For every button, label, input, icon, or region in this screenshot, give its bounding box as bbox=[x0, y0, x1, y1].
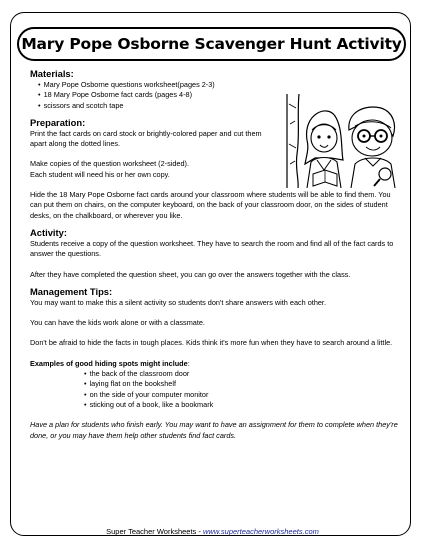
hiding-spots-list bbox=[30, 369, 402, 410]
materials-list bbox=[30, 80, 402, 111]
page-title: Mary Pope Osborne Scavenger Hunt Activity bbox=[21, 35, 402, 53]
hiding-spots-heading bbox=[30, 359, 402, 369]
title-banner bbox=[17, 27, 406, 61]
list-item: • 18 Mary Pope Osborne fact cards (pages 4-8) bbox=[38, 90, 402, 100]
preparation-paragraph: Each student will need his or her own copy. bbox=[30, 169, 170, 179]
list-item: • sticking out of a book, like a bookmark bbox=[84, 400, 402, 410]
list-item: • scissors and scotch tape bbox=[38, 101, 402, 111]
activity-heading: Activity: bbox=[30, 226, 67, 238]
activity-paragraph: Students receive a copy of the question worksheet. They have to search the room and find all of the fact cards to answer the questions. bbox=[30, 238, 394, 259]
activity-paragraph: After they have completed the question sheet, you can go over the answers together with the class. bbox=[30, 269, 351, 279]
list-item: • laying flat on the bookshelf bbox=[84, 379, 402, 389]
management-tips-heading: Management Tips: bbox=[30, 285, 113, 297]
footer-label: Super Teacher Worksheets - bbox=[106, 527, 203, 536]
closing-paragraph: Have a plan for students who finish early. You may want to have an assignment for them to complete when they're done, or you may have them help other students find fact cards. bbox=[30, 420, 398, 440]
preparation-paragraph: Make copies of the question worksheet (2-sided). bbox=[30, 159, 189, 169]
list-item: • on the side of your computer monitor bbox=[84, 390, 402, 400]
list-item: • Mary Pope Osborne questions worksheet(pages 2-3) bbox=[38, 80, 402, 90]
preparation-heading: Preparation: bbox=[30, 116, 86, 128]
preparation-paragraph: Hide the 18 Mary Pope Osborne fact cards around your classroom where students will be able to find them. You can put them on chairs, on the computer keyboard, on the back of your classroom door, on the sides of student desks, on the chalkboard, or wherever you like. bbox=[30, 190, 391, 220]
preparation-paragraph: Print the fact cards on card stock or brightly-colored paper and cut them apart along the dotted lines. bbox=[30, 128, 262, 149]
materials-heading: Materials: bbox=[30, 68, 74, 79]
tips-paragraph: You can have the kids work alone or with a classmate. bbox=[30, 318, 205, 328]
tips-paragraph: Don't be afraid to hide the facts in tough places. Kids think it's more fun when they have to search around a little. bbox=[30, 338, 393, 348]
instructions-content bbox=[30, 68, 402, 441]
hiding-spots-heading-text: Examples of good hiding spots might include bbox=[30, 358, 188, 368]
footer-link[interactable]: www.superteacherworksheets.com bbox=[202, 527, 319, 536]
list-item: • the back of the classroom door bbox=[84, 369, 402, 379]
tips-paragraph: You may want to make this a silent activity so students don't share answers with each other. bbox=[30, 297, 326, 307]
hiding-spots-colon: : bbox=[187, 358, 190, 368]
page-footer bbox=[0, 527, 425, 536]
